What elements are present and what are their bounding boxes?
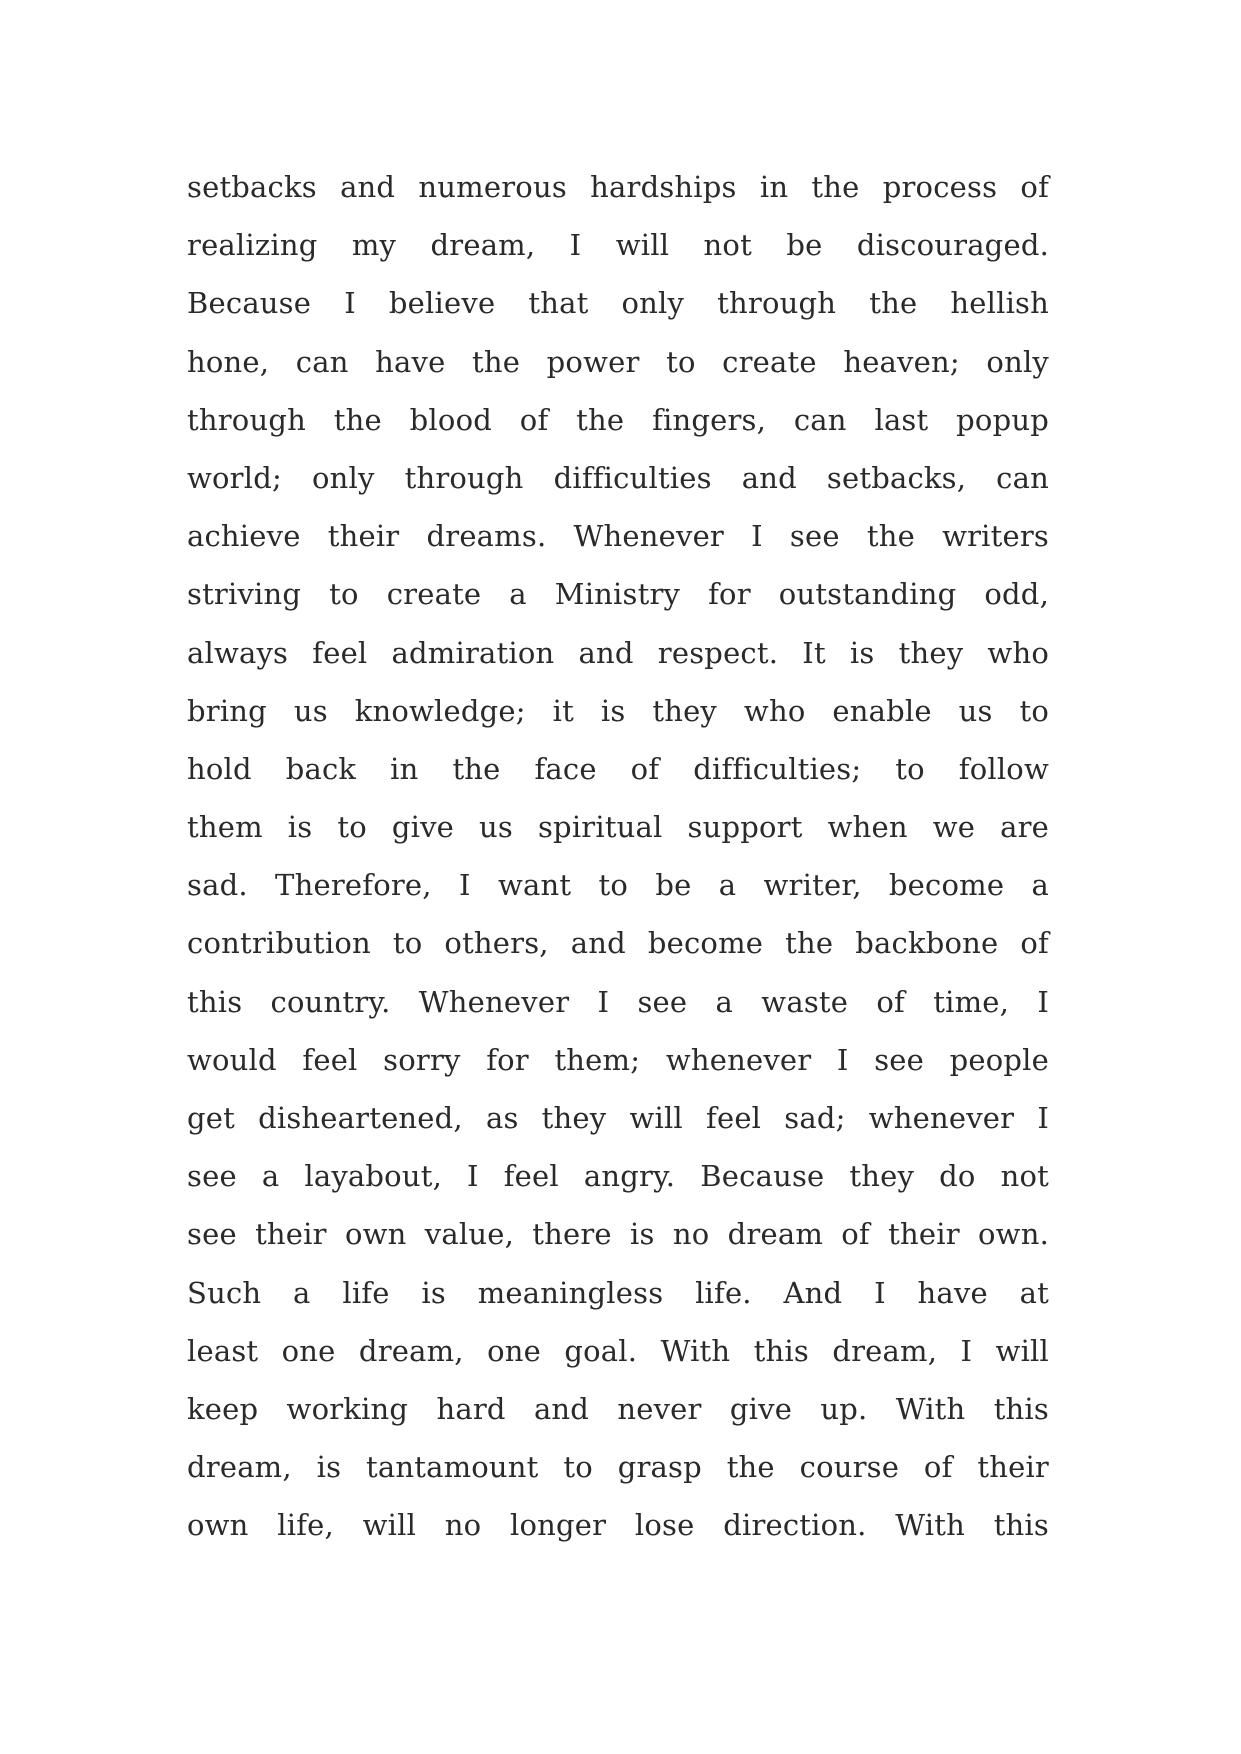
text-line: always feel admiration and respect. It is they who — [187, 635, 1049, 670]
text-line: Because I believe that only through the hellish — [187, 286, 1049, 321]
text-line: hone, can have the power to create heaven; only — [187, 344, 1049, 379]
text-line: keep working hard and never give up. With this — [187, 1391, 1049, 1426]
text-line: sad. Therefore, I want to be a writer, become a — [187, 868, 1049, 903]
text-line: striving to create a Ministry for outstanding odd, — [187, 577, 1049, 612]
text-line: least one dream, one goal. With this dream, I will — [187, 1333, 1049, 1368]
text-line: would feel sorry for them; whenever I see people — [187, 1042, 1049, 1077]
text-line: dream, is tantamount to grasp the course of their — [187, 1450, 1049, 1485]
text-line: world; only through difficulties and setbacks, can — [187, 460, 1049, 495]
text-line: hold back in the face of difficulties; to follow — [187, 751, 1049, 786]
text-line: through the blood of the fingers, can last popup — [187, 402, 1049, 437]
text-line: Such a life is meaningless life. And I have at — [187, 1275, 1049, 1310]
text-line: setbacks and numerous hardships in the process of — [187, 170, 1049, 204]
text-line: get disheartened, as they will feel sad; whenever I — [187, 1101, 1049, 1135]
body-text — [187, 164, 1049, 1561]
text-line: see a layabout, I feel angry. Because they do not — [187, 1159, 1049, 1194]
text-line: them is to give us spiritual support when we are — [187, 810, 1049, 845]
text-line: bring us knowledge; it is they who enable us to — [187, 693, 1049, 728]
text-line: this country. Whenever I see a waste of time, I — [187, 984, 1049, 1019]
text-line: contribution to others, and become the backbone of — [187, 926, 1049, 961]
text-line: own life, will no longer lose direction. With this — [187, 1508, 1049, 1543]
text-line: see their own value, there is no dream of their own. — [187, 1217, 1049, 1252]
text-line: realizing my dream, I will not be discouraged. — [187, 228, 1049, 263]
text-line: achieve their dreams. Whenever I see the writers — [187, 519, 1049, 554]
